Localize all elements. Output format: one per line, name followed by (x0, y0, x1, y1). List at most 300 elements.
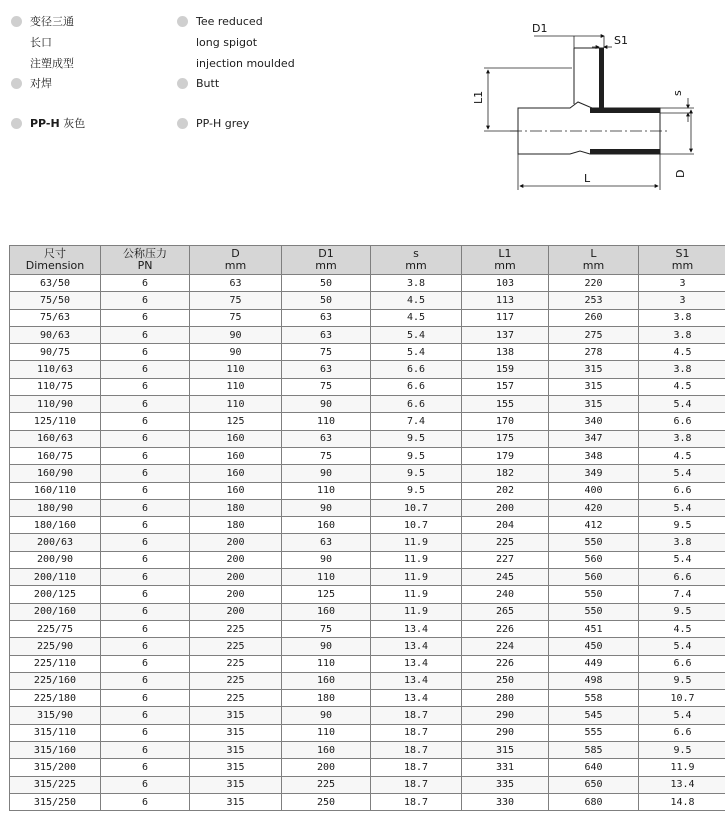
table-cell: 200/63 (10, 534, 101, 551)
table-cell: 180/160 (10, 517, 101, 534)
table-cell: 9.5 (371, 482, 462, 499)
table-cell: 113 (462, 292, 549, 309)
column-header-label: s (413, 247, 419, 260)
table-cell: 9.5 (371, 430, 462, 447)
table-cell: 63 (282, 534, 371, 551)
table-row (10, 534, 725, 551)
table-cell: 224 (462, 638, 549, 655)
table-cell: 11.9 (371, 569, 462, 586)
table-cell: 6 (101, 793, 190, 810)
column-header-unit: mm (582, 259, 605, 272)
table-cell: 160 (190, 482, 282, 499)
table-cell: 110/75 (10, 378, 101, 395)
table-cell: 315/250 (10, 793, 101, 810)
column-header-label: 尺寸 (44, 247, 66, 260)
table-cell: 75/63 (10, 309, 101, 326)
table-cell: 63 (282, 361, 371, 378)
table-cell: 640 (549, 759, 639, 776)
table-cell: 18.7 (371, 742, 462, 759)
table-cell: 6 (101, 690, 190, 707)
column-header-label: 公称压力 (123, 247, 167, 260)
table-cell: 6.6 (639, 655, 725, 672)
table-cell: 90 (282, 396, 371, 413)
table-cell: 315/90 (10, 707, 101, 724)
table-cell: 10.7 (639, 690, 725, 707)
table-cell: 315 (549, 361, 639, 378)
table-row (10, 569, 725, 586)
column-header-unit: mm (671, 259, 694, 272)
table-cell: 498 (549, 672, 639, 689)
table-cell: 200 (190, 551, 282, 568)
table-row (10, 465, 725, 482)
table-cell: 6.6 (371, 361, 462, 378)
table-cell: 13.4 (371, 690, 462, 707)
table-cell: 9.5 (371, 447, 462, 464)
table-cell: 75 (190, 309, 282, 326)
table-cell: 420 (549, 499, 639, 516)
table-cell: 179 (462, 447, 549, 464)
table-cell: 550 (549, 534, 639, 551)
table-cell: 6 (101, 326, 190, 343)
table-cell: 225/180 (10, 690, 101, 707)
table-cell: 555 (549, 724, 639, 741)
table-cell: 14.8 (639, 793, 725, 810)
table-cell: 5.4 (371, 344, 462, 361)
table-cell: 200 (190, 534, 282, 551)
table-cell: 90 (190, 344, 282, 361)
table-cell: 225 (190, 638, 282, 655)
table-cell: 200/160 (10, 603, 101, 620)
table-cell: 3.8 (639, 430, 725, 447)
column-header-label: D1 (318, 247, 334, 260)
table-cell: 6 (101, 275, 190, 292)
table-cell: 182 (462, 465, 549, 482)
table-row (10, 690, 725, 707)
table-cell: 226 (462, 655, 549, 672)
table-cell: 7.4 (371, 413, 462, 430)
table-cell: 50 (282, 275, 371, 292)
main-wall-bottom (590, 149, 660, 154)
column-header (549, 246, 639, 275)
material-en: PP-H grey (196, 117, 250, 130)
table-cell: 6.6 (639, 413, 725, 430)
table-cell: 6.6 (371, 396, 462, 413)
table-row (10, 361, 725, 378)
table-row (10, 638, 725, 655)
table-cell: 11.9 (639, 759, 725, 776)
table-cell: 160/90 (10, 465, 101, 482)
table-cell: 315 (190, 724, 282, 741)
table-cell: 160/63 (10, 430, 101, 447)
column-header-label: L (590, 247, 597, 260)
table-cell: 6 (101, 309, 190, 326)
table-body (10, 275, 725, 811)
table-cell: 315/160 (10, 742, 101, 759)
joint-type-en: Butt (196, 77, 220, 90)
table-cell: 75 (190, 292, 282, 309)
table-cell: 110/63 (10, 361, 101, 378)
table-cell: 200 (190, 603, 282, 620)
table-cell: 11.9 (371, 603, 462, 620)
table-row (10, 447, 725, 464)
table-cell: 110 (282, 655, 371, 672)
table-cell: 18.7 (371, 707, 462, 724)
table-cell: 265 (462, 603, 549, 620)
table-cell: 315/200 (10, 759, 101, 776)
column-header-unit: PN (137, 259, 153, 272)
table-row (10, 517, 725, 534)
table-cell: 6 (101, 482, 190, 499)
table-cell: 6.6 (371, 378, 462, 395)
table-row (10, 275, 725, 292)
table-row (10, 586, 725, 603)
table-cell: 125 (190, 413, 282, 430)
table-cell: 175 (462, 430, 549, 447)
table-row (10, 499, 725, 516)
table-cell: 225/160 (10, 672, 101, 689)
table-cell: 160/75 (10, 447, 101, 464)
table-cell: 200 (282, 759, 371, 776)
table-cell: 110/90 (10, 396, 101, 413)
dimension-table (9, 245, 725, 811)
bullet-icon (177, 78, 188, 89)
material-zh (30, 117, 85, 131)
table-cell: 18.7 (371, 793, 462, 810)
table-cell: 315 (549, 378, 639, 395)
table-cell: 330 (462, 793, 549, 810)
process-zh: 注塑成型 (30, 57, 74, 70)
table-cell: 680 (549, 793, 639, 810)
branch-wall (599, 48, 604, 108)
table-cell: 315 (190, 707, 282, 724)
table-cell: 5.4 (639, 551, 725, 568)
table-cell: 6 (101, 396, 190, 413)
table-row (10, 292, 725, 309)
table-row (10, 793, 725, 810)
table-cell: 200/90 (10, 551, 101, 568)
table-cell: 5.4 (639, 396, 725, 413)
table-cell: 6 (101, 465, 190, 482)
table-row (10, 482, 725, 499)
l1-label: L1 (472, 90, 485, 104)
table-cell: 200/125 (10, 586, 101, 603)
table-cell: 280 (462, 690, 549, 707)
table-cell: 103 (462, 275, 549, 292)
joint-type-zh: 对焊 (30, 77, 52, 90)
product-name-en: Tee reduced (196, 15, 263, 28)
table-cell: 6 (101, 430, 190, 447)
table-cell: 90 (282, 638, 371, 655)
table-cell: 63 (282, 430, 371, 447)
table-row (10, 620, 725, 637)
table-cell: 3.8 (639, 309, 725, 326)
header-row (10, 246, 725, 275)
table-row (10, 724, 725, 741)
table-cell: 110 (190, 361, 282, 378)
table-cell: 13.4 (371, 655, 462, 672)
table-cell: 75 (282, 447, 371, 464)
table-cell: 450 (549, 638, 639, 655)
table-cell: 160/110 (10, 482, 101, 499)
spigot-type-en: long spigot (196, 36, 258, 49)
table-row (10, 603, 725, 620)
table-cell: 200 (190, 569, 282, 586)
table-row (10, 309, 725, 326)
product-name-zh: 变径三通 (30, 15, 74, 28)
table-row (10, 551, 725, 568)
table-cell: 200 (462, 499, 549, 516)
table-cell: 5.4 (371, 326, 462, 343)
table-cell: 18.7 (371, 759, 462, 776)
table-cell: 157 (462, 378, 549, 395)
s1-label: S1 (614, 34, 628, 47)
table-cell: 110 (282, 569, 371, 586)
table-cell: 315 (190, 759, 282, 776)
tee-technical-drawing (462, 14, 702, 194)
table-cell: 13.4 (371, 638, 462, 655)
table-cell: 5.4 (639, 707, 725, 724)
table-cell: 180/90 (10, 499, 101, 516)
table-cell: 90 (282, 707, 371, 724)
table-cell: 6 (101, 672, 190, 689)
table-cell: 275 (549, 326, 639, 343)
column-header-unit: Dimension (25, 259, 85, 272)
column-header-label: S1 (675, 247, 690, 260)
table-cell: 160 (282, 672, 371, 689)
table-cell: 18.7 (371, 776, 462, 793)
table-cell: 9.5 (639, 517, 725, 534)
table-cell: 315 (190, 793, 282, 810)
material-code: PP-H (30, 117, 60, 130)
table-cell: 90 (190, 326, 282, 343)
table-cell: 315 (462, 742, 549, 759)
material-color-zh: 灰色 (63, 117, 86, 130)
table-cell: 6 (101, 378, 190, 395)
table-cell: 110 (282, 482, 371, 499)
table-cell: 650 (549, 776, 639, 793)
table-cell: 315/225 (10, 776, 101, 793)
column-header (282, 246, 371, 275)
table-cell: 90/75 (10, 344, 101, 361)
table-cell: 340 (549, 413, 639, 430)
table-cell: 6 (101, 620, 190, 637)
table-cell: 4.5 (639, 378, 725, 395)
table-cell: 3 (639, 275, 725, 292)
table-cell: 240 (462, 586, 549, 603)
table-cell: 50 (282, 292, 371, 309)
table-cell: 6 (101, 603, 190, 620)
table-cell: 63 (282, 309, 371, 326)
product-description (0, 0, 460, 140)
table-cell: 6 (101, 534, 190, 551)
bullet-icon (11, 16, 22, 27)
table-cell: 110 (282, 724, 371, 741)
table-cell: 315 (549, 396, 639, 413)
table-cell: 6 (101, 776, 190, 793)
table-cell: 18.7 (371, 724, 462, 741)
table-cell: 560 (549, 551, 639, 568)
column-header-unit: mm (494, 259, 516, 272)
d-label: D (674, 169, 687, 178)
table-cell: 225/75 (10, 620, 101, 637)
table-cell: 90 (282, 551, 371, 568)
column-header-unit: mm (224, 259, 247, 272)
table-cell: 331 (462, 759, 549, 776)
table-row (10, 378, 725, 395)
column-header-label: L1 (498, 247, 512, 260)
table-cell: 137 (462, 326, 549, 343)
table-row (10, 413, 725, 430)
table-row (10, 430, 725, 447)
table-cell: 225/90 (10, 638, 101, 655)
table-cell: 3 (639, 292, 725, 309)
table-cell: 550 (549, 603, 639, 620)
table-cell: 348 (549, 447, 639, 464)
table-cell: 11.9 (371, 551, 462, 568)
table-cell: 13.4 (371, 672, 462, 689)
table-row (10, 672, 725, 689)
table-cell: 125 (282, 586, 371, 603)
table-cell: 117 (462, 309, 549, 326)
table-cell: 558 (549, 690, 639, 707)
table-cell: 6 (101, 551, 190, 568)
table-cell: 6.6 (639, 482, 725, 499)
table-cell: 75 (282, 378, 371, 395)
table-cell: 75 (282, 620, 371, 637)
table-cell: 6 (101, 638, 190, 655)
table-cell: 110 (282, 413, 371, 430)
table-cell: 4.5 (639, 344, 725, 361)
table-cell: 4.5 (371, 309, 462, 326)
table-cell: 3.8 (639, 326, 725, 343)
table-cell: 253 (549, 292, 639, 309)
table-cell: 6 (101, 586, 190, 603)
table-cell: 6 (101, 707, 190, 724)
table-cell: 6 (101, 361, 190, 378)
table-cell: 160 (282, 742, 371, 759)
table-cell: 250 (282, 793, 371, 810)
table-cell: 10.7 (371, 499, 462, 516)
table-cell: 290 (462, 707, 549, 724)
table-cell: 9.5 (371, 465, 462, 482)
table-cell: 315 (190, 776, 282, 793)
table-cell: 6 (101, 344, 190, 361)
table-cell: 585 (549, 742, 639, 759)
table-cell: 10.7 (371, 517, 462, 534)
bullet-icon (177, 118, 188, 129)
table-cell: 155 (462, 396, 549, 413)
table-cell: 6 (101, 655, 190, 672)
table-cell: 449 (549, 655, 639, 672)
table-cell: 545 (549, 707, 639, 724)
spigot-type-zh: 长口 (30, 36, 52, 49)
table-cell: 225 (190, 620, 282, 637)
table-cell: 225 (190, 672, 282, 689)
table-cell: 138 (462, 344, 549, 361)
table-cell: 160 (282, 603, 371, 620)
table-row (10, 655, 725, 672)
table-cell: 110 (190, 378, 282, 395)
l-label: L (584, 172, 591, 185)
table-cell: 335 (462, 776, 549, 793)
table-cell: 5.4 (639, 638, 725, 655)
table-cell: 3.8 (639, 534, 725, 551)
table-row (10, 326, 725, 343)
table-cell: 4.5 (639, 620, 725, 637)
table-cell: 75 (282, 344, 371, 361)
column-header-label: D (231, 247, 240, 260)
table-cell: 4.5 (639, 447, 725, 464)
table-cell: 6 (101, 724, 190, 741)
table-cell: 227 (462, 551, 549, 568)
table-cell: 3.8 (639, 361, 725, 378)
table-cell: 451 (549, 620, 639, 637)
table-cell: 160 (190, 430, 282, 447)
table-cell: 200/110 (10, 569, 101, 586)
table-cell: 347 (549, 430, 639, 447)
table-row (10, 759, 725, 776)
column-header (10, 246, 101, 275)
table-cell: 550 (549, 586, 639, 603)
bullet-icon (177, 16, 188, 27)
column-header (101, 246, 190, 275)
column-header (639, 246, 725, 275)
table-cell: 204 (462, 517, 549, 534)
table-cell: 13.4 (371, 620, 462, 637)
column-header (371, 246, 462, 275)
table-row (10, 776, 725, 793)
table-cell: 75/50 (10, 292, 101, 309)
table-cell: 225 (282, 776, 371, 793)
s-label: s (671, 90, 684, 96)
table-cell: 90 (282, 499, 371, 516)
table-cell: 125/110 (10, 413, 101, 430)
table-cell: 7.4 (639, 586, 725, 603)
table-cell: 170 (462, 413, 549, 430)
table-cell: 278 (549, 344, 639, 361)
table-cell: 560 (549, 569, 639, 586)
table-cell: 160 (282, 517, 371, 534)
table-cell: 5.4 (639, 465, 725, 482)
table-cell: 6 (101, 742, 190, 759)
table-cell: 220 (549, 275, 639, 292)
table-cell: 349 (549, 465, 639, 482)
table-cell: 159 (462, 361, 549, 378)
table-cell: 6 (101, 517, 190, 534)
table-cell: 225 (190, 655, 282, 672)
bullet-icon (11, 118, 22, 129)
table-cell: 90 (282, 465, 371, 482)
table-cell: 6.6 (639, 724, 725, 741)
table-cell: 315/110 (10, 724, 101, 741)
table-cell: 4.5 (371, 292, 462, 309)
table-cell: 260 (549, 309, 639, 326)
table-cell: 400 (549, 482, 639, 499)
table-cell: 180 (282, 690, 371, 707)
table-row (10, 344, 725, 361)
table-cell: 250 (462, 672, 549, 689)
column-header-unit: mm (405, 259, 427, 272)
table-cell: 9.5 (639, 742, 725, 759)
tee-drawing-svg (462, 14, 702, 194)
process-en: injection moulded (196, 57, 295, 70)
main-wall-top (590, 108, 660, 113)
table-cell: 6 (101, 413, 190, 430)
bullet-icon (11, 78, 22, 89)
table-cell: 160 (190, 447, 282, 464)
table-cell: 5.4 (639, 499, 725, 516)
table-cell: 200 (190, 586, 282, 603)
